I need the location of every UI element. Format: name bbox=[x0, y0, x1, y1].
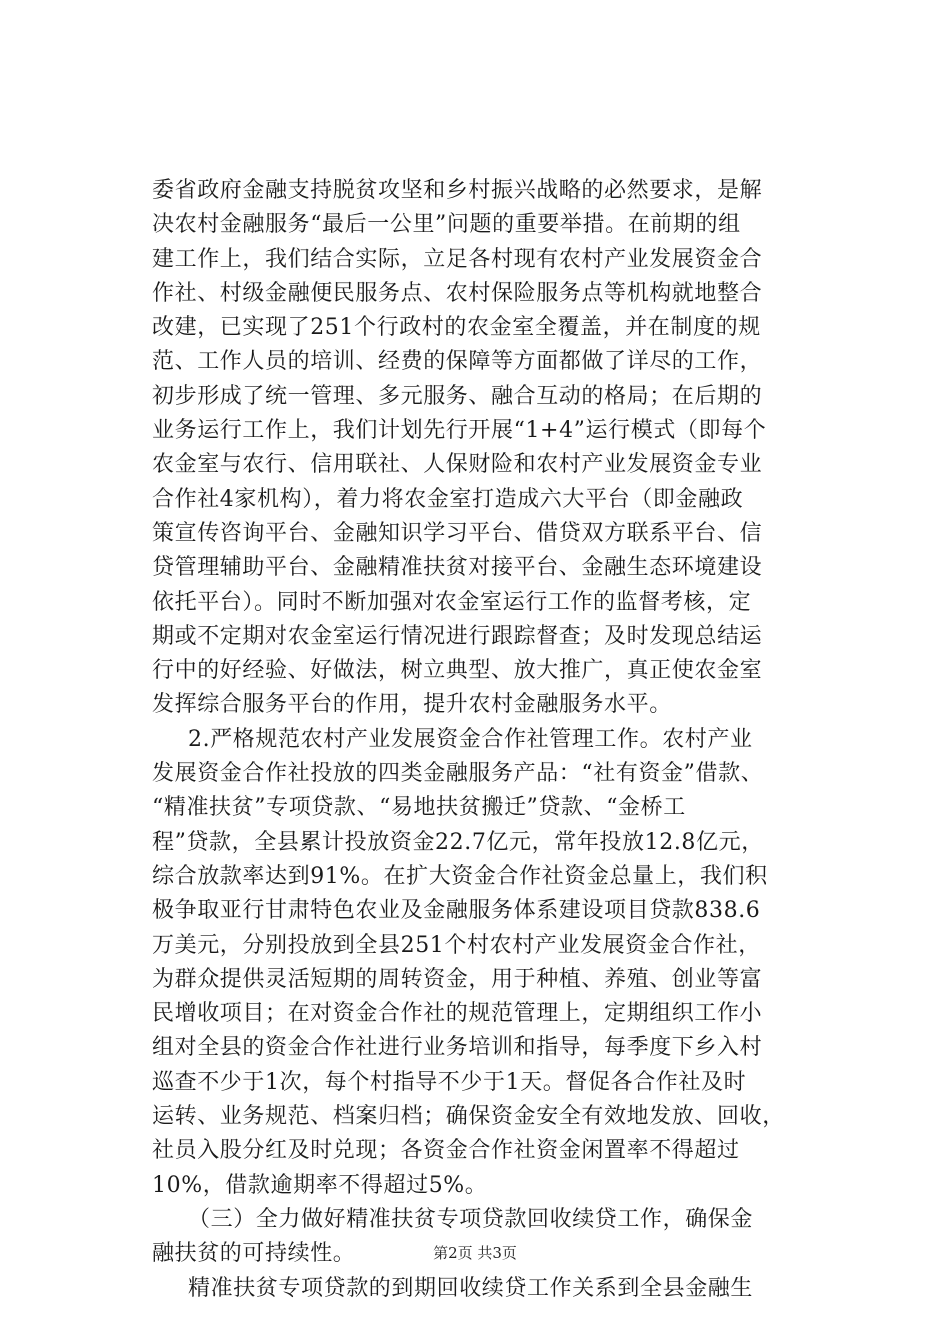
text-line: “精准扶贫”专项贷款、“易地扶贫搬迁”贷款、“金桥工 bbox=[152, 795, 686, 821]
text-line: 委省政府金融支持脱贫攻坚和乡村振兴战略的必然要求，是解 bbox=[152, 178, 763, 203]
text-line: 10%，借款逾期率不得超过5%。 bbox=[152, 1172, 488, 1198]
section-heading-line: （三）全力做好精准扶贫专项贷款回收续贷工作，确保金 bbox=[188, 1206, 754, 1232]
text-line: 范、工作人员的培训、经费的保障等方面都做了详尽的工作， bbox=[152, 349, 763, 375]
text-line: 万美元，分别投放到全县251个村农村产业发展资金合作社， bbox=[152, 932, 761, 958]
text-line: 精准扶贫专项贷款的到期回收续贷工作关系到全县金融生 bbox=[188, 1275, 754, 1301]
text-line: 为群众提供灵活短期的周转资金，用于种植、养殖、创业等富 bbox=[152, 966, 763, 992]
text-line: 农金室与农行、信用联社、人保财险和农村产业发展资金专业 bbox=[152, 452, 763, 478]
section-heading-line: 融扶贫的可持续性。 bbox=[152, 1241, 356, 1267]
text-line: 巡查不少于1次，每个村指导不少于1天。督促各合作社及时 bbox=[152, 1069, 747, 1095]
text-line: 极争取亚行甘肃特色农业及金融服务体系建设项目贷款838.6 bbox=[152, 898, 761, 924]
text-line: 综合放款率达到91%。在扩大资金合作社资金总量上，我们积 bbox=[152, 863, 768, 889]
page-number-label: 第2页 共3页 bbox=[433, 1244, 517, 1262]
text-line: 业务运行工作上，我们计划先行开展“1+4”运行模式（即每个 bbox=[152, 418, 767, 444]
text-line: 策宣传咨询平台、金融知识学习平台、借贷双方联系平台、信 bbox=[152, 520, 763, 546]
text-line: 发挥综合服务平台的作用，提升农村金融服务水平。 bbox=[152, 692, 672, 718]
text-line: 建工作上，我们结合实际，立足各村现有农村产业发展资金合 bbox=[152, 246, 763, 272]
text-line: 合作社4家机构），着力将农金室打造成六大平台（即金融政 bbox=[152, 486, 744, 512]
document-body bbox=[152, 174, 842, 1306]
text-line: 运转、业务规范、档案归档；确保资金安全有效地发放、回收， bbox=[152, 1104, 785, 1130]
text-line: 行中的好经验、好做法，树立典型、放大推广，真正使农金室 bbox=[152, 658, 763, 684]
text-line: 社员入股分红及时兑现；各资金合作社资金闲置率不得超过 bbox=[152, 1138, 740, 1164]
text-line: 组对全县的资金合作社进行业务培训和指导，每季度下乡入村 bbox=[152, 1035, 763, 1061]
text-line: 民增收项目；在对资金合作社的规范管理上，定期组织工作小 bbox=[152, 1001, 763, 1027]
text-line: 初步形成了统一管理、多元服务、融合互动的格局；在后期的 bbox=[152, 383, 763, 409]
text-line: 改建，已实现了251个行政村的农金室全覆盖，并在制度的规 bbox=[152, 315, 761, 341]
text-line: 作社、村级金融便民服务点、农村保险服务点等机构就地整合 bbox=[152, 280, 763, 306]
text-line: 贷管理辅助平台、金融精准扶贫对接平台、金融生态环境建设 bbox=[152, 555, 763, 581]
text-line: 决农村金融服务“最后一公里”问题的重要举措。在前期的组 bbox=[152, 212, 741, 238]
text-line: 发展资金合作社投放的四类金融服务产品：“社有资金”借款、 bbox=[152, 761, 764, 787]
paragraph-heading-line: 2.严格规范农村产业发展资金合作社管理工作。农村产业 bbox=[188, 726, 753, 752]
page-footer bbox=[0, 1243, 950, 1263]
text-line: 期或不定期对农金室运行情况进行跟踪督查；及时发现总结运 bbox=[152, 623, 763, 649]
text-line: 依托平台）。同时不断加强对农金室运行工作的监督考核，定 bbox=[152, 589, 752, 615]
text-line: 程”贷款，全县累计投放资金22.7亿元，常年投放12.8亿元， bbox=[152, 829, 764, 855]
